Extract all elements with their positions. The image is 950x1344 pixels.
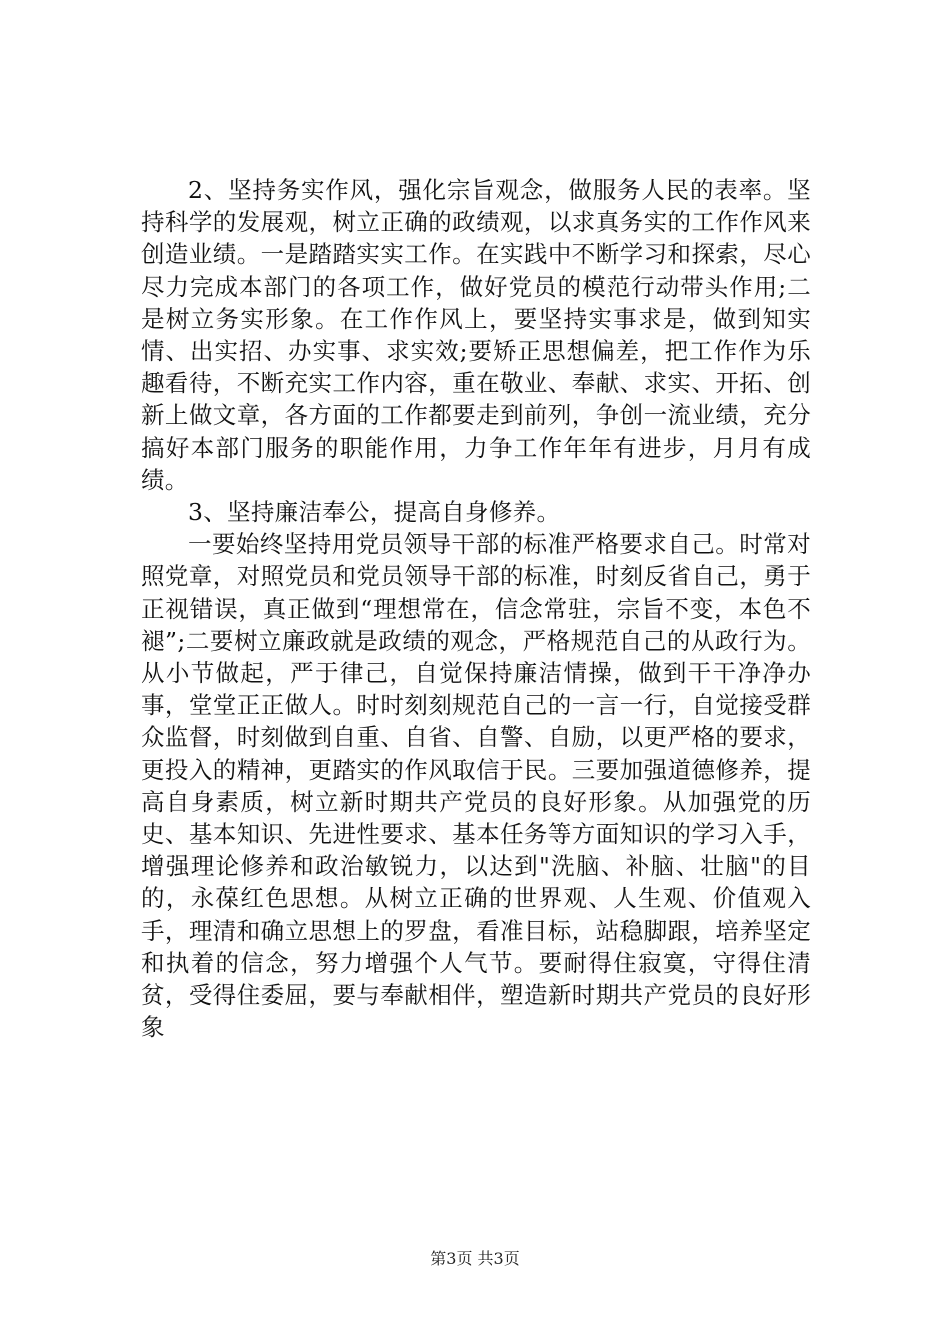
paragraph-integrity-heading: 3、坚持廉洁奉公，提高自身修养。 (188, 498, 561, 527)
page-number-footer: 第3页 共3页 (430, 1249, 520, 1268)
paragraph-self-discipline: 一要始终坚持用党员领导干部的标准严格要求自己。时常对照党章，对照党员和党员领导干部的标准，时刻反省自己，勇于正视错误，真正做到“理想常在，信念常驻，宗旨不变，本色不褪”;二要树立廉政就是政绩的观念，严格规范自己的从政行为。从小节做起，严于律己，自觉保持廉洁情操，做到干干净净办事，堂堂正正做人。时时刻刻规范自己的一言一行，自觉接受群众监督，时刻做到自重、自省、自警、自励，以更严格的要求，更投入的精神，更踏实的作风取信于民。三要加强道德修养，提高自身素质，树立新时期共产党员的良好形象。从加强党的历史、基本知识、先进性要求、基本任务等方面知识的学习入手，增强理论修养和政治敏锐力，以达到"洗脑、补脑、壮脑"的目的，永葆红色思想。从树立正确的世界观、人生观、价值观入手，理清和确立思想上的罗盘，看准目标，站稳脚跟，培养坚定和执着的信念，努力增强个人气节。要耐得住寂寞，守得住清贫，受得住委屈，要与奉献相伴，塑造新时期共产党员的良好形象 (141, 530, 811, 1042)
document-body (141, 174, 811, 1043)
paragraph-work-style: 2、坚持务实作风，强化宗旨观念，做服务人民的表率。坚持科学的发展观，树立正确的政绩观，以求真务实的工作作风来创造业绩。一是踏踏实实工作。在实践中不断学习和探索，尽心尽力完成本部门的各项工作，做好党员的模范行动带头作用;二是树立务实形象。在工作作风上，要坚持实事求是，做到知实情、出实招、办实事、求实效;要矫正思想偏差，把工作作为乐趣看待，不断充实工作内容，重在敬业、奉献、求实、开拓、创新上做文章，各方面的工作都要走到前列，争创一流业绩，充分搞好本部门服务的职能作用，力争工作年年有进步，月月有成绩。 (141, 176, 811, 494)
